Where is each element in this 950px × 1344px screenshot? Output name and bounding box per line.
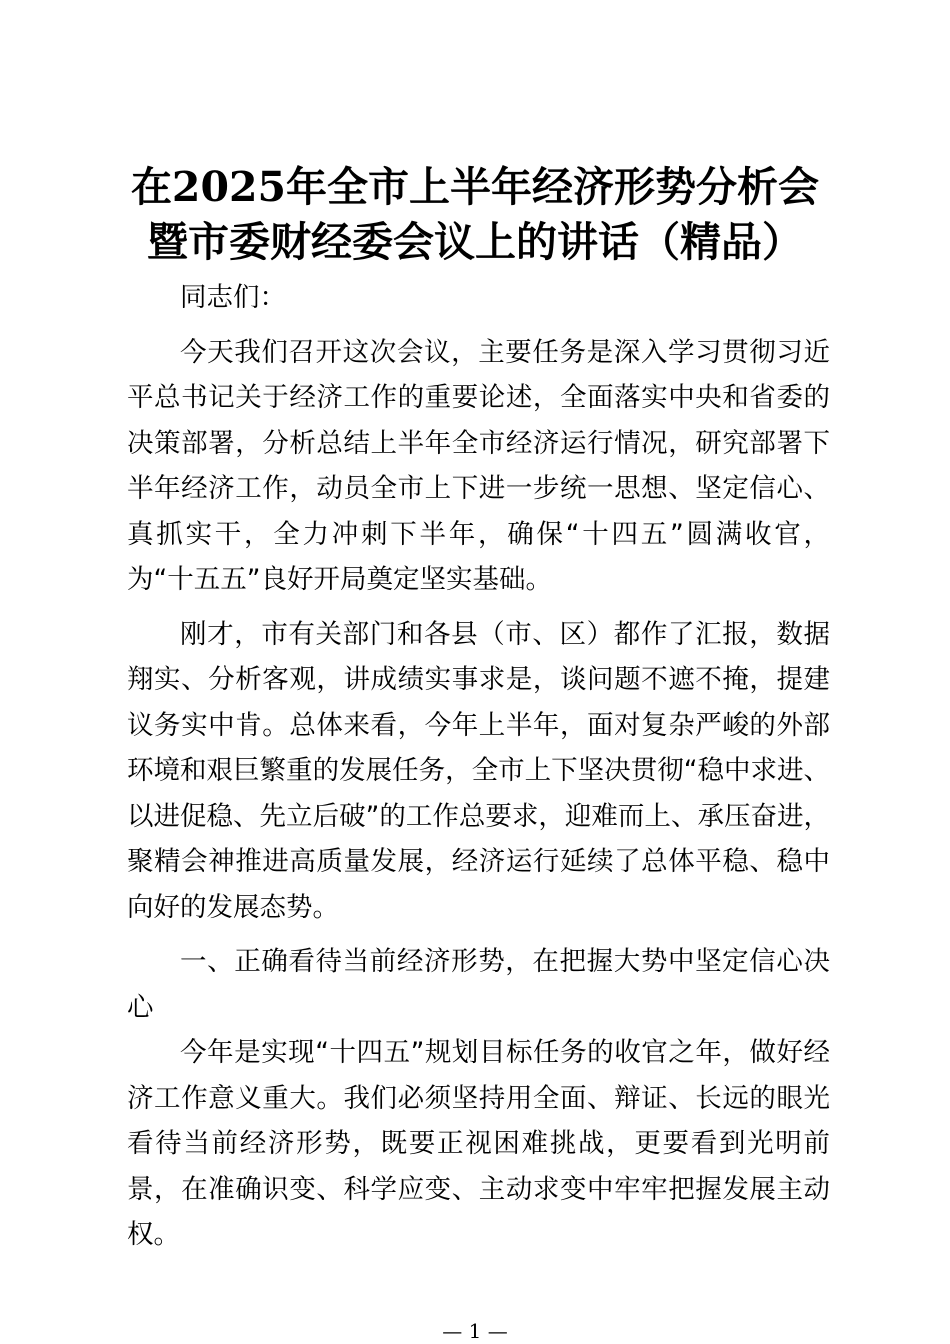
paragraph-summary: 刚才，市有关部门和各县（市、区）都作了汇报，数据翔实、分析客观，讲成绩实事求是，谈问题不遮不掩，提建议务实中肯。总体来看，今年上半年，面对复杂严峻的外部环境和艰巨繁重的发展任务，全市上下坚决贯彻“稳中求进、以进促稳、先立后破”的工作总要求，迎难而上、承压奋进，聚精会神推进高质量发展，经济运行延续了总体平稳、稳中向好的发展态势。 — [127, 618, 830, 923]
section-paragraph: 今年是实现“十四五”规划目标任务的收官之年，做好经济工作意义重大。我们必须坚持用全面、辩证、长远的眼光看待当前经济形势，既要正视困难挑战，更要看到光明前景，在准确识变、科学应变、主动求变中牢牢把握发展主动权。 — [127, 1037, 830, 1250]
salutation: 同志们： — [180, 282, 286, 313]
page-number: — 1 — — [442, 1319, 508, 1343]
title-line-2: 暨市委财经委会议上的讲话（精品） — [147, 218, 803, 266]
title-line-1: 在2025年全市上半年经济形势分析会 — [130, 163, 820, 211]
section-heading: 一、正确看待当前经济形势，在把握大势中坚定信心决心 — [127, 946, 830, 1023]
document-body — [127, 275, 830, 1258]
paragraph-opening: 今天我们召开这次会议，主要任务是深入学习贯彻习近平总书记关于经济工作的重要论述，全面落实中央和省委的决策部署，分析总结上半年全市经济运行情况，研究部署下半年经济工作，动员全市上下进一步统一思想、坚定信心、真抓实干，全力冲刺下半年，确保“十四五”圆满收官，为“十五五”良好开局奠定坚实基础。 — [127, 336, 830, 595]
document-title — [120, 160, 830, 270]
